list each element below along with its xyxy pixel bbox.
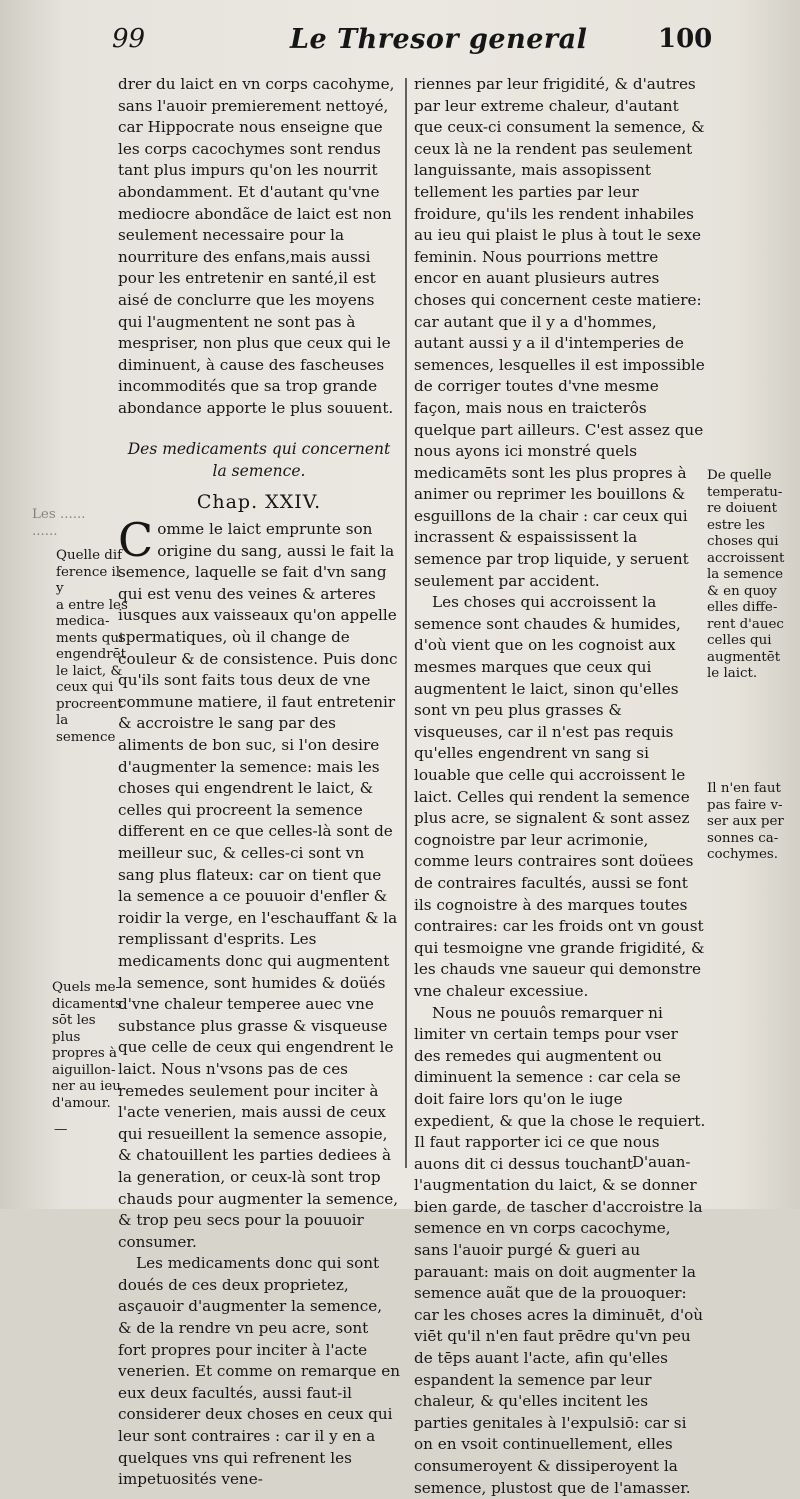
section-title <box>118 438 400 482</box>
margin-mark-dash: — <box>54 1122 68 1137</box>
left-paragraph-2-text: omme le laict emprunte son origine du sang, aussi le fait la semence, laquelle se fait d'vn sang qui est venu des veines & arteres iusques aux vaisseaux qu'on appelle spermatiques, où il change de couleur & de consistence. Puis donc qu'ils sont faits tous deux de vne commune matiere, il faut entretenir & accroistre le sang par des aliments de bon suc, si l'on desire d'augmenter la semence: mais les choses qui engendrent le laict, & celles qui procreent la semence different en ce que celles-là sont de meilleur suc, & celles-ci sont vn sang plus flateux: car on tient que la semence a ce pouuoir d'enfler & roidir la verge, en l'eschauffant & la remplissant d'esprits. Les medicaments donc qui augmentent la semence, sont humides & doüés d'vne chaleur temperee auec vne substance plus grasse & visqueuse que celle de ceux qui engendrent le laict. Nous n'vsons pas de ces remedes seulement pour inciter à l'acte venerien, mais aussi de ceux qui resueillent la semence assopie, & chatouillent les parties dediees à la generation, or ceux-là sont trop chauds pour augmenter la semence, & trop peu secs pour la pouuoir consumer. <box>118 520 399 1251</box>
column-divider <box>405 78 407 1168</box>
margin-note-difference: Quelle dif ference il y a entre les medica- ments qui engendrēt le laict, & ceux qui procreent la semence <box>56 548 128 745</box>
right-paragraph-1: riennes par leur frigidité, & d'autres par leur extreme chaleur, d'autant que ceux-ci consument la semence, & ceux là ne la rendent pas seulement languissante, mais assopissent tellement les parties par leur froidure, qu'ils les rendent inhabiles au ieu qui plaist le plus à tout le sexe feminin. Nous pourrions mettre encor en auant plusieurs autres choses qui concernent ceste matiere: car autant que il y a d'hommes, autant aussi y a il d'intemperies de semences, lesquelles il est impossible de corriger toutes d'vne mesme façon, mais nous en traicterôs quelque part ailleurs. C'est assez que nous ayons ici monstré quels medicamēts sont les plus propres à animer ou reprimer les bouillons & esguillons de la chair : car ceux qui incrassent & espaississent la semence par trop liquide, y seruent seulement par accident. <box>414 75 705 590</box>
left-paragraph-3: Les medicaments donc qui sont doués de ces deux proprietez, asçauoir d'augmenter la semence, & de la rendre vn peu acre, sont fort propres pour inciter à l'acte venerien. Et comme on remarque en eux deux facultés, aussi faut-il considerer deux choses en ceux qui leur sont contraires : car il y en a quelques vns qui refrenent les impetuosités vene- <box>118 1254 400 1489</box>
left-column <box>118 74 400 1491</box>
catchword: D'auan- <box>632 1153 691 1171</box>
drop-cap: C <box>118 513 154 568</box>
margin-note-temperature: De quelle temperatu- re doiuent estre les choses qui accroissent la semence & en quoy elles diffe- rent d'auec celles qui augmentēt le laict. <box>707 468 785 681</box>
left-paragraph-1: drer du laict en vn corps cacohyme, sans l'auoir premierement nettoyé, car Hippocrate nous enseigne que les corps cacochymes sont rendus tant plus impurs qu'on les nourrit abondamment. Et d'autant qu'vne mediocre abondãce de laict est non seulement necessaire pour la nourriture des enfans,mais aussi pour les entretenir en santé,il est aisé de conclurre que les moyens qui l'augmentent ne sont pas à mespriser, non plus que ceux qui le diminuent, à cause des fascheuses incommodités que sa trop grande abondance apporte le plus souuent. <box>118 75 395 417</box>
running-title: Le Thresor general <box>290 24 588 55</box>
margin-note-stimulants: Quels me- dicaments sōt les plus propres à aiguillon- ner au ieu d'amour. <box>52 980 122 1111</box>
right-paragraph-2: Les choses qui accroissent la semence sont chaudes & humides, d'où vient que on les cognoist aux mesmes marques que ceux qui augmentent le laict, sinon qu'elles sont vn peu plus grasses & visqueuses, car il n'est pas requis qu'elles engendrent vn sang si louable que celle qui accroissent le laict. Celles qui rendent la semence plus acre, se signalent & sont assez cognoistre par leur acrimonie, comme leurs contraires sont doüees de contraires facultés, aussi se font ils cognoistre à des marques toutes contraires: car les froids ont vn goust qui tesmoigne vne grande frigidité, & les chauds vne saueur qui demonstre vne chaleur excessiue. <box>414 593 705 1000</box>
section-title-line-2: la semence. <box>212 461 306 480</box>
page-number-left: 99 <box>112 24 146 54</box>
left-paragraph-2 <box>118 513 400 1253</box>
margin-note-faint: Les ...... ...... <box>32 507 86 539</box>
right-paragraph-3: Nous ne pouuôs remarquer ni limiter vn certain temps pour vser des remedes qui augmentent ou diminuent la semence : car cela se doit faire lors qu'on le iuge expedient, & que la chose le requiert. Il faut rapporter ici ce que nous auons dit ci dessus touchant l'augmentation du laict, & se donner bien garde, de tascher d'accroistre la semence en vn corps cacochyme, sans l'auoir purgé & gueri au parauant: mais on doit augmenter la semence auãt que de la prouoquer: car les choses acres la diminuēt, d'où viēt qu'il n'en faut prēdre qu'vn peu de tēps auant l'acte, afin qu'elles espandent la semence par leur chaleur, & qu'elles incitent les parties genitales à l'expulsiō: car si on en vsoit continuellement, elles consumeroyent & dissiperoyent la semence, plustost que de l'amasser. <box>414 1003 706 1497</box>
right-column <box>414 74 706 1499</box>
margin-note-cacochymes: Il n'en faut pas faire v- ser aux per sonnes ca- cochymes. <box>707 781 784 862</box>
page-number-right: 100 <box>658 24 713 54</box>
chapter-heading: Chap. XXIV. <box>196 490 322 513</box>
section-title-line-1: Des medicaments qui concernent <box>127 439 391 458</box>
